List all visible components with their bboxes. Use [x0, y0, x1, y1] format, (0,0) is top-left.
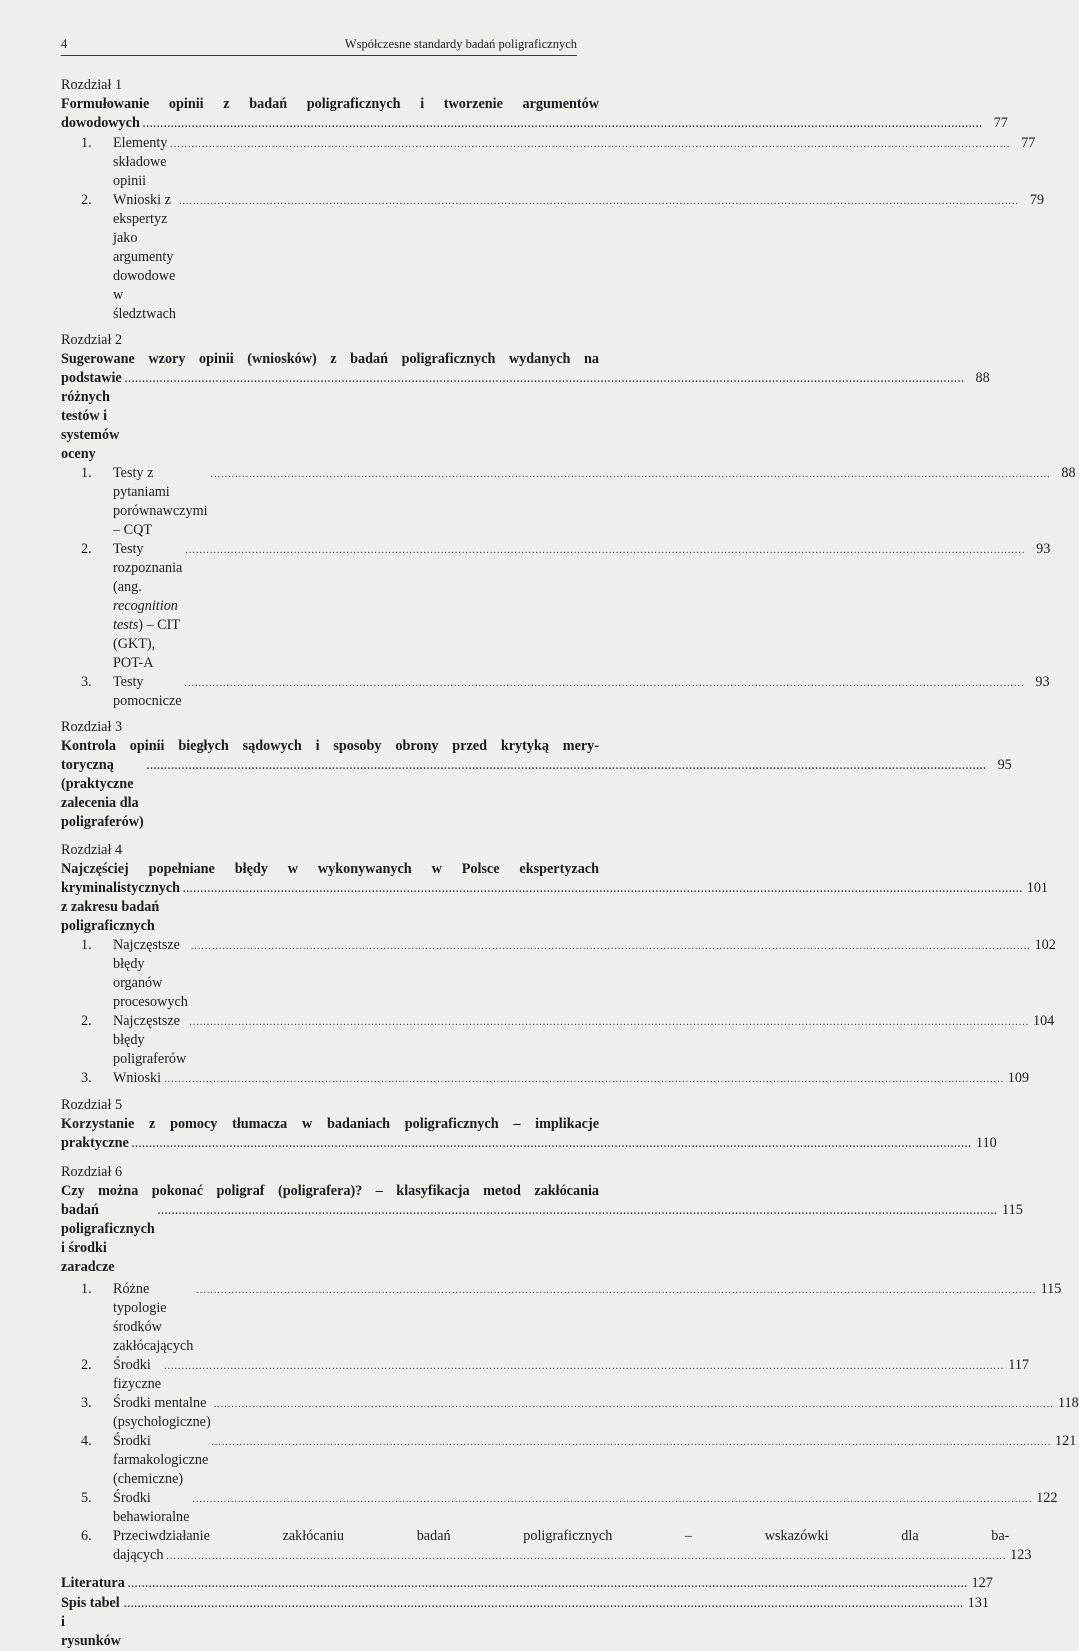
chapter-1-title-line-1: Formułowanie opinii z badań poligraficznych i tworzenie argumentów	[61, 96, 599, 112]
chapter-1-title-end: dowodowych	[61, 115, 140, 131]
item-number: 2.	[81, 1357, 92, 1373]
item-number: 1.	[81, 1281, 92, 1297]
item-page: 102	[1034, 937, 1056, 953]
item-page: 77	[1021, 135, 1036, 151]
dot-leader	[192, 1490, 1032, 1509]
dot-leader	[166, 1547, 1006, 1566]
chapter-4-label: Rozdział 4	[61, 842, 123, 858]
item-title: Wnioski z ekspertyz jako argumenty dowodowe w śledztwach	[113, 192, 177, 322]
dot-leader	[185, 541, 1025, 560]
dot-leader	[143, 115, 983, 134]
item-title-part: Testy rozpoznania (ang.	[113, 541, 183, 595]
chapter-6-label: Rozdział 6	[61, 1164, 123, 1180]
chapter-2-page: 88	[975, 370, 990, 386]
item-title	[113, 540, 182, 673]
toc-item	[61, 191, 1045, 324]
chapter-1-label: Rozdział 1	[61, 77, 123, 93]
item-page: 93	[1035, 674, 1050, 690]
item-page: 115	[1040, 1281, 1062, 1297]
dot-leader	[185, 674, 1025, 693]
chapter-2-label: Rozdział 2	[61, 332, 123, 348]
item-number: 4.	[81, 1433, 92, 1449]
page-number: 4	[61, 37, 68, 51]
toc-item	[61, 1394, 1079, 1432]
item-title: Środki mentalne (psychologiczne)	[113, 1395, 211, 1430]
item-number: 2.	[81, 1013, 92, 1029]
item-title: Testy pomocnicze	[113, 674, 182, 709]
dot-leader	[196, 1281, 1036, 1300]
dot-leader	[125, 370, 965, 389]
back-matter-title: Spis tabel i rysunków	[61, 1595, 121, 1649]
item-title: Najczęstsze błędy organów procesowych	[113, 937, 188, 1010]
item-title: Środki fizyczne	[113, 1357, 162, 1392]
item-title: Testy z pytaniami porównawczymi – CQT	[113, 465, 208, 538]
toc-item	[61, 673, 1050, 711]
item-page: 123	[1010, 1547, 1032, 1563]
dot-leader	[132, 1135, 972, 1154]
back-matter-title: Literatura	[61, 1575, 125, 1591]
dot-leader	[170, 135, 1010, 154]
dot-leader	[211, 465, 1051, 484]
item-page: 117	[1008, 1357, 1030, 1373]
item-page: 88	[1061, 465, 1076, 481]
chapter-6-title-end: badań poligraficznych i środki zaradcze	[61, 1202, 155, 1275]
chapter-2-title-end: podstawie różnych testów i systemów oceny	[61, 370, 122, 462]
chapter-6-title-line-2	[61, 1201, 1023, 1277]
toc-item	[61, 464, 1076, 540]
dot-leader	[183, 880, 1023, 899]
item-number: 1.	[81, 465, 92, 481]
chapter-6-page: 115	[1002, 1202, 1023, 1218]
toc-item	[61, 1069, 1030, 1089]
item-title-italic: recognition tests	[113, 598, 178, 633]
item-title-line-1: Przeciwdziałanie zakłócaniu badań poligraficznych – wskazówki dla ba-	[113, 1528, 1010, 1544]
chapter-1-title-line-2	[61, 114, 1008, 134]
chapter-5-title-line-2	[61, 1134, 997, 1154]
chapter-4-title-end: kryminalistycznych z zakresu badań poligraficznych	[61, 880, 181, 934]
item-title: Elementy składowe opinii	[113, 135, 168, 189]
item-title: Środki behawioralne	[113, 1490, 190, 1525]
dot-leader	[147, 757, 987, 776]
running-title: Współczesne standardy badań poligraficznych	[344, 37, 577, 51]
chapter-5-label: Rozdział 5	[61, 1097, 123, 1113]
toc-item	[61, 1489, 1058, 1527]
item-title: Różne typologie środków zakłócających	[113, 1281, 194, 1354]
toc-item	[61, 936, 1056, 1012]
item-number: 3.	[81, 674, 92, 690]
item-page: 121	[1055, 1433, 1077, 1449]
chapter-2-title-line-2	[61, 369, 990, 464]
dot-leader	[179, 192, 1019, 211]
chapter-1-page: 77	[993, 115, 1008, 131]
chapter-4-title-line-2	[61, 879, 1049, 936]
item-page: 109	[1007, 1070, 1030, 1086]
item-number: 6.	[81, 1528, 92, 1544]
item-number: 1.	[81, 937, 92, 953]
running-header	[61, 33, 577, 56]
item-page: 122	[1036, 1490, 1058, 1506]
dot-leader	[191, 937, 1031, 956]
dot-leader	[158, 1202, 998, 1221]
chapter-3-page: 95	[997, 757, 1012, 773]
item-number: 3.	[81, 1070, 92, 1086]
back-matter-page: 127	[971, 1575, 993, 1591]
dot-leader	[128, 1575, 968, 1594]
toc-item	[61, 1356, 1030, 1394]
item-page: 79	[1029, 192, 1045, 208]
item-number: 1.	[81, 135, 92, 151]
chapter-4-title-line-1: Najczęściej popełniane błędy w wykonywanych w Polsce ekspertyzach	[61, 861, 599, 877]
chapter-3-title-line-2	[61, 756, 1012, 832]
item-page: 104	[1032, 1013, 1055, 1029]
dot-leader	[211, 1433, 1051, 1452]
chapter-5-title-end: praktyczne	[61, 1135, 129, 1151]
back-matter-tables	[61, 1594, 989, 1651]
dot-leader	[124, 1595, 964, 1614]
table-of-contents	[61, 76, 1079, 1651]
item-title: Najczęstsze błędy poligraferów	[113, 1013, 187, 1067]
back-matter-page: 131	[967, 1595, 989, 1611]
item-number: 5.	[81, 1490, 92, 1506]
toc-item	[61, 1012, 1055, 1069]
chapter-2-title-line-1: Sugerowane wzory opinii (wniosków) z badań poligraficznych wydanych na	[61, 351, 599, 367]
chapter-4-page: 101	[1026, 880, 1049, 896]
item-title-line-2: dających	[113, 1547, 164, 1563]
item-number: 2.	[81, 192, 92, 208]
item-title: Środki farmakologiczne (chemiczne)	[113, 1433, 209, 1487]
dot-leader	[164, 1357, 1004, 1376]
dot-leader	[214, 1395, 1054, 1414]
item-page: 93	[1036, 541, 1051, 557]
chapter-6-title-line-1: Czy można pokonać poligraf (poligrafera)? – klasyfikacja metod zakłócania	[61, 1183, 599, 1199]
chapter-3-title-line-1: Kontrola opinii biegłych sądowych i sposoby obrony przed krytyką mery-	[61, 738, 599, 754]
chapter-5-page: 110	[976, 1135, 997, 1151]
item-page: 118	[1057, 1395, 1079, 1411]
back-matter-literatura	[61, 1574, 993, 1594]
item-number: 2.	[81, 541, 92, 557]
toc-item	[61, 134, 1036, 191]
chapter-3-label: Rozdział 3	[61, 719, 123, 735]
toc-item	[61, 1527, 1032, 1566]
chapter-5-title-line-1: Korzystanie z pomocy tłumacza w badaniach poligraficznych – implikacje	[61, 1116, 599, 1132]
toc-item	[61, 540, 1051, 673]
dot-leader	[189, 1013, 1029, 1032]
toc-item	[61, 1432, 1077, 1489]
dot-leader	[164, 1070, 1004, 1089]
toc-item	[61, 1280, 1062, 1356]
chapter-3-title-end: toryczną (praktyczne zalecenia dla poligraferów)	[61, 757, 144, 830]
item-title-part: ) – CIT (GKT), POT-A	[113, 617, 180, 671]
item-title: Wnioski	[113, 1070, 162, 1086]
item-number: 3.	[81, 1395, 92, 1411]
